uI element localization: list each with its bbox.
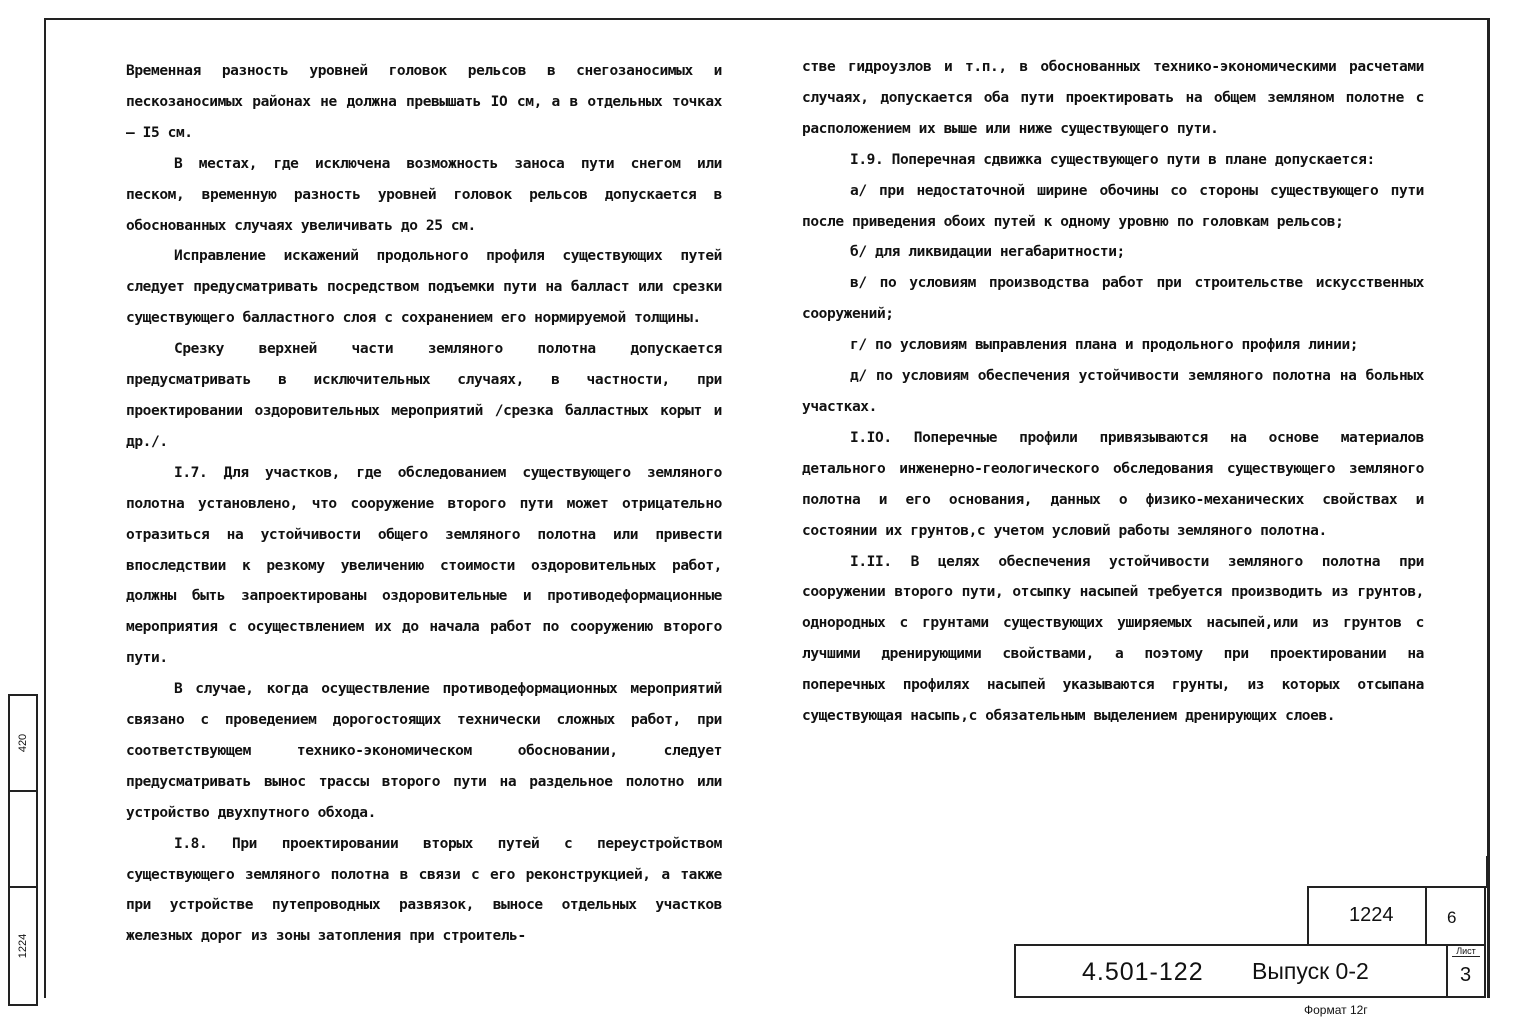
paragraph: стве гидроузлов и т.п., в обоснованных технико-экономическими расчетами случаях, допускается оба пути проектировать на общем земляном полотне с расположением их выше или ниже существующего пути. bbox=[802, 59, 1424, 137]
archive-number: 1224 bbox=[1349, 904, 1394, 926]
archive-number-box bbox=[1307, 886, 1427, 946]
paragraph: а/ при недостаточной ширине обочины со стороны существующего пути после приведения обоих путей к одному уровню по головкам рельсов; bbox=[802, 182, 1424, 230]
frame-tick bbox=[1486, 856, 1489, 888]
left-text-column bbox=[126, 56, 722, 952]
issue-label: Выпуск 0-2 bbox=[1252, 958, 1369, 984]
paragraph: д/ по условиям обеспечения устойчивости земляного полотна на больных участках. bbox=[802, 368, 1424, 415]
sheet-box bbox=[1448, 944, 1486, 998]
paragraph: I.8. При проектировании вторых путей с переустройством существующего земляного полотна в связи с его реконструкцией, а также при устройстве путепроводных развязок, выносе отдельных участков железных дорог из зоны затопления при строитель- bbox=[126, 835, 722, 945]
side-stamp-bottom bbox=[8, 888, 38, 1006]
right-text-column bbox=[802, 52, 1424, 732]
paragraph: г/ по условиям выправления плана и продольного профиля линии; bbox=[850, 337, 1359, 354]
side-stamp-bottom-value: 1224 bbox=[17, 933, 29, 959]
paragraph: Временная разность уровней головок рельсов в снегозаносимых и пескозаносимых районах не должна превышать IO см, а в отдельных точках – I5 см. bbox=[126, 63, 722, 141]
designation: 4.501-122 bbox=[1082, 958, 1204, 986]
paragraph: в/ по условиям производства работ при строительстве искусственных сооружений; bbox=[802, 275, 1424, 323]
sheet-label: Лист bbox=[1452, 946, 1480, 957]
side-stamp-top-value: 420 bbox=[17, 733, 29, 753]
paragraph: I.7. Для участков, где обследованием существующего земляного полотна установлено, что сооружение второго пути может отрицательно отразиться на устойчивости общего земляного полотна или привести впоследствии к резкому увеличению стоимости оздоровительных работ, должны быть запроектированы оздоровительные и противодеформационные мероприятия с осуществлением их до начала работ по сооружению второго пути. bbox=[126, 464, 722, 667]
paragraph: В случае, когда осуществление противодеформационных мероприятий связано с проведением дорогостоящих технически сложных работ, при соответствующем технико-экономическом обосновании, следует предусматривать вынос трассы второго пути на раздельное полотно или устройство двухпутного обхода. bbox=[126, 681, 722, 821]
paragraph: В местах, где исключена возможность заноса пути снегом или песком, временную разность уровней головок рельсов допускается в обоснованных случаях увеличивать до 25 см. bbox=[126, 155, 722, 234]
paragraph: Срезку верхней части земляного полотна допускается предусматривать в исключительных случаях, в частности, при проектировании оздоровительных мероприятий /срезка балластных корыт и др./. bbox=[126, 341, 722, 450]
sheet-number: 3 bbox=[1460, 964, 1472, 986]
code-box bbox=[1427, 886, 1486, 946]
side-stamp-top bbox=[8, 694, 38, 792]
paragraph: I.9. Поперечная сдвижка существующего пути в плане допускается: bbox=[850, 151, 1375, 168]
paragraph: Исправление искажений продольного профиля существующих путей следует предусматривать посредством подъемки пути на балласт или срезки существующего балластного слоя с сохранением его нормируемой толщины. bbox=[126, 248, 722, 327]
paragraph: I.IO. Поперечные профили привязываются на основе материалов детального инженерно-геологического обследования существующего земляного полотна и его основания, данных о физико-механических свойствах и состоянии их грунтов,с учетом условий работы земляного полотна. bbox=[802, 429, 1424, 539]
paragraph: I.II. В целях обеспечения устойчивости земляного полотна при сооружении второго пути, отсыпку насыпей требуется производить из грунтов, однородных с грунтами существующих уширяемых насыпей,или из грунтов с лучшими дренирующими свойствами, а поэтому при проектировании на поперечных профилях насыпей указываются грунты, из которых отсыпана существующая насыпь,с обязательным выделением дренирующих слоев. bbox=[802, 553, 1424, 725]
code-value: 6 bbox=[1447, 908, 1457, 927]
side-stamp-middle bbox=[8, 792, 38, 888]
title-block bbox=[1014, 944, 1448, 998]
format-label: Формат 12г bbox=[1304, 1003, 1368, 1017]
paragraph: б/ для ликвидации негабаритности; bbox=[850, 244, 1125, 261]
